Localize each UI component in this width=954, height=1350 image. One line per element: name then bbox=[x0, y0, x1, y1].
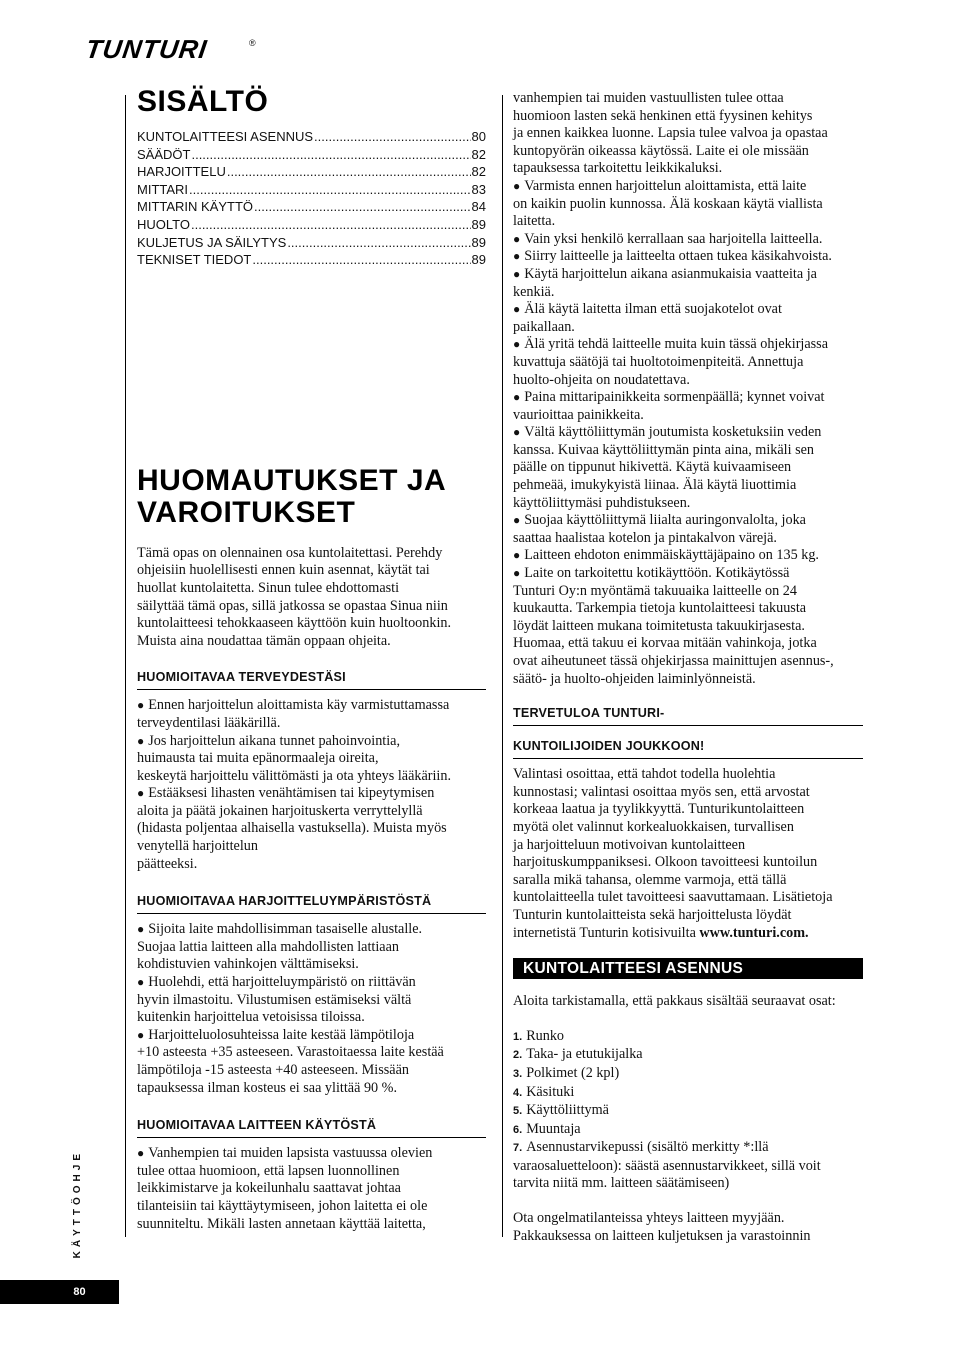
part-number: 3. bbox=[513, 1067, 523, 1080]
warnings-title-line-2: VAROITUKSET bbox=[137, 495, 356, 529]
health-heading: HUOMIOITAVAA TERVEYDESTÄSI bbox=[137, 669, 486, 690]
toc-entry-title: MITTARI bbox=[137, 181, 189, 197]
toc-row bbox=[137, 198, 486, 216]
warnings-title-line-1: HUOMAUTUKSET JA bbox=[137, 463, 447, 497]
assembly-heading: KUNTOLAITTEESI ASENNUS bbox=[513, 958, 863, 979]
text-line: saattaa haalistaa kotelon ja pintakalvon värejä. bbox=[513, 529, 777, 546]
part-item bbox=[513, 1102, 863, 1121]
text-line: ● Harjoitteluolosuhteissa laite kestää lämpötiloja bbox=[137, 1027, 486, 1045]
text-line: pehmeää, imukykyistä liinaa. Älä käytä liuottimia bbox=[513, 477, 797, 494]
part-name: Asennustarvikepussi (sisältö merkitty *:llä bbox=[526, 1139, 769, 1156]
part-name: Käyttöliittymä bbox=[526, 1102, 609, 1119]
text-line: huollat kuntolaitetta. Sinun tulee ehdottomasti bbox=[137, 579, 400, 596]
toc-entry-title: SÄÄDÖT bbox=[137, 146, 191, 162]
text-line: aloita ja päätä jokainen harjoituskerta verryttelyllä bbox=[137, 802, 423, 819]
text-line: ja harjoitteluun motivoivan kuntolaitteen bbox=[513, 836, 746, 853]
page-number-box bbox=[0, 1280, 119, 1304]
text-line: keskeytä harjoittelu välittömästi ja ota yhteys lääkäriin. bbox=[137, 767, 452, 784]
page-number: 80 bbox=[73, 1286, 86, 1298]
parts-list-continued bbox=[513, 1158, 863, 1193]
text-line: ● Vain yksi henkilö kerrallaan saa harjoitella laitteella. bbox=[513, 231, 863, 249]
text-line: ● Suojaa käyttöliittymä liialta auringonvalolta, joka bbox=[513, 512, 863, 530]
text-line: laitetta. bbox=[513, 213, 556, 230]
usage-list-continued bbox=[513, 90, 863, 688]
toc-entry-page: 82 bbox=[471, 164, 486, 180]
text-line: ● Käytä harjoittelun aikana asianmukaisia vaatteita ja bbox=[513, 266, 863, 284]
text-line: huomioon lasten sekä henkinen että fyysinen kehitys bbox=[513, 107, 813, 124]
text-line: Tämä opas on olennainen osa kuntolaitettasi. Perehdy bbox=[137, 544, 443, 561]
warnings-title bbox=[137, 465, 486, 529]
text-line: Ota ongelmatilanteissa yhteys laitteen myyjään. bbox=[513, 1210, 785, 1227]
text-line: terveydentilasi lääkärillä. bbox=[137, 714, 281, 731]
text-line: saralla mikä tahansa, olemme varmoja, että tällä bbox=[513, 871, 787, 888]
part-item bbox=[513, 1065, 863, 1084]
toc-row bbox=[137, 128, 486, 146]
toc-leader bbox=[287, 234, 470, 252]
text-line: kohdistuvien vahinkojen välttämiseksi. bbox=[137, 956, 359, 973]
toc-row bbox=[137, 216, 486, 234]
table-of-contents bbox=[137, 128, 486, 269]
toc-entry-title: TEKNISET TIEDOT bbox=[137, 252, 252, 268]
text-line: ● Siirry laitteelle ja laitteelta ottaen tukea käsikahvoista. bbox=[513, 248, 863, 266]
part-name: Polkimet (2 kpl) bbox=[526, 1064, 620, 1081]
text-line: tulee ottaa huomioon, että lapsen luonnollinen bbox=[137, 1162, 400, 1179]
welcome-paragraph bbox=[513, 766, 863, 924]
text-line: hyvin ilmastoitu. Vilustumisen estämiseksi vältä bbox=[137, 991, 412, 1008]
toc-entry-title: HUOLTO bbox=[137, 216, 190, 232]
text-line: harjoituskumppaniksesi. Olkoon tavoitteesi kuntoilun bbox=[513, 854, 818, 871]
toc-entry-title: MITTARIN KÄYTTÖ bbox=[137, 199, 254, 215]
text-line: tapauksessa tarkoitettu leikkikaluksi. bbox=[513, 160, 723, 177]
part-name: Käsituki bbox=[526, 1083, 575, 1100]
left-column-rule bbox=[125, 95, 126, 1237]
parts-list bbox=[513, 1028, 863, 1158]
toc-entry-page: 89 bbox=[471, 252, 486, 268]
text-line: Valintasi osoittaa, että tahdot todella huolehtia bbox=[513, 766, 776, 783]
part-item bbox=[513, 1139, 863, 1158]
toc-leader bbox=[252, 251, 470, 269]
text-line: tarvita niitä mm. laitteen säätämiseen) bbox=[513, 1175, 730, 1192]
text-line: ● Varmista ennen harjoittelun aloittamista, että laite bbox=[513, 178, 863, 196]
toc-entry-page: 82 bbox=[471, 146, 486, 162]
text-line: Tunturin kuntolaitteista sekä harjoittelusta löydät bbox=[513, 906, 792, 923]
usage-list bbox=[137, 1145, 486, 1233]
text-line: kuitenkin harjoittelua vetoisissa tiloissa. bbox=[137, 1009, 365, 1026]
text-line: Huomaa, että takuu ei korvaa mitään vahinkoja, jotka bbox=[513, 635, 817, 652]
toc-row bbox=[137, 234, 486, 252]
toc-row bbox=[137, 163, 486, 181]
text-line: varaosaluetteloon): säästä asennustarvikkeet, sillä voit bbox=[513, 1157, 821, 1174]
part-item bbox=[513, 1046, 863, 1065]
closing-paragraph bbox=[513, 1210, 863, 1245]
toc-entry-page: 80 bbox=[471, 129, 486, 144]
part-item bbox=[513, 1121, 863, 1140]
part-number: 1. bbox=[513, 1030, 523, 1043]
text-line: ● Jos harjoittelun aikana tunnet pahoinvointia, bbox=[137, 733, 486, 751]
usage-heading: HUOMIOITAVAA LAITTEEN KÄYTÖSTÄ bbox=[137, 1117, 486, 1138]
part-number: 2. bbox=[513, 1049, 523, 1062]
part-name: Muuntaja bbox=[526, 1120, 581, 1137]
text-line: ohjeisiin huolellisesti ennen kuin asennat, käytät tai bbox=[137, 562, 430, 579]
text-line: venytellä harjoittelun bbox=[137, 838, 258, 855]
part-number: 7. bbox=[513, 1142, 523, 1155]
text-line: Tunturi Oy:n myöntämä takuuaika laitteelle on 24 bbox=[513, 582, 797, 599]
toc-entry-title: HARJOITTELU bbox=[137, 164, 226, 180]
side-label: KÄYTTÖOHJE bbox=[72, 1150, 83, 1259]
text-line: tapauksessa ilman kosteus ei saa ylittää 90 %. bbox=[137, 1079, 398, 1096]
toc-entry-title: KUNTOLAITTEESI ASENNUS bbox=[137, 129, 314, 144]
text-line: käyttöliittymäsi puhdistukseen. bbox=[513, 494, 691, 511]
text-line: Suojaa lattia laitteen alla mahdollisten lattiaan bbox=[137, 938, 399, 955]
left-column bbox=[137, 86, 486, 1233]
text-line: ● Älä käytä laitetta ilman että suojakotelot ovat bbox=[513, 301, 863, 319]
text-line: Muista aina noudattaa tämän oppaan ohjeita. bbox=[137, 632, 391, 649]
text-line: ● Huolehdi, että harjoitteluympäristö on riittävän bbox=[137, 974, 486, 992]
toc-leader bbox=[254, 198, 470, 216]
text-line: vaurioittaa painikkeita. bbox=[513, 406, 644, 423]
toc-row bbox=[137, 146, 486, 164]
text-line: (hidasta poljentaa alhaisella vastuksella). Muista myös bbox=[137, 820, 447, 837]
text-line: lämpötiloja -15 asteesta +40 asteeseen. Missään bbox=[137, 1062, 409, 1078]
part-name: Runko bbox=[526, 1027, 565, 1044]
text-line: ovat aiheutuneet tässä ohjekirjassa mainittujen asennus-, bbox=[513, 653, 834, 669]
text-line: korkeaa laatua ja tyylikkyyttä. Tunturikuntolaitteen bbox=[513, 801, 805, 818]
text-line: ● Paina mittaripainikkeita sormenpäällä; kynnet voivat bbox=[513, 389, 863, 407]
text-line: paikallaan. bbox=[513, 318, 575, 335]
toc-row bbox=[137, 251, 486, 269]
text-line: kuntolaitteesi tehokkaaseen käyttöön kuin huoltoonkin. bbox=[137, 615, 452, 632]
intro-paragraph bbox=[137, 545, 486, 651]
text-line: Pakkauksessa on laitteen kuljetuksen ja varastoinnin bbox=[513, 1227, 811, 1244]
text-line: kuntopyörän oikeassa käytössä. Laite ei ole missään bbox=[513, 142, 809, 159]
welcome-heading-2: KUNTOILIJOIDEN JOUKKOON! bbox=[513, 738, 863, 759]
text-line: säilyttää tämä opas, sillä jatkossa se opastaa Sinua niin bbox=[137, 597, 448, 614]
toc-leader bbox=[191, 216, 471, 234]
text-line: ● Vanhempien tai muiden lapsista vastuussa olevien bbox=[137, 1145, 486, 1163]
assembly-intro: Aloita tarkistamalla, että pakkaus sisältää seuraavat osat: bbox=[513, 993, 836, 1010]
part-number: 6. bbox=[513, 1123, 523, 1136]
text-line: ● Sijoita laite mahdollisimman tasaiselle alustalle. bbox=[137, 921, 486, 939]
text-line: +10 asteesta +35 asteeseen. Varastoitaessa laite kestää bbox=[137, 1044, 444, 1061]
part-number: 4. bbox=[513, 1086, 523, 1099]
right-column bbox=[513, 90, 863, 1245]
text-line: tilanteisiin tai käyttäytymiseen, johon laitetta ei ole bbox=[137, 1197, 428, 1214]
part-name: Taka- ja etutukijalka bbox=[526, 1046, 643, 1063]
welcome-last-line bbox=[513, 925, 863, 943]
text-line: kenkiä. bbox=[513, 283, 555, 300]
text-line: on kaikin puolin kunnossa. Älä koskaan käytä viallista bbox=[513, 195, 823, 212]
text-line: ● Laite on tarkoitettu kotikäyttöön. Kotikäytössä bbox=[513, 565, 863, 583]
text-line: kanssa. Kuivaa käyttöliittymän pinta aina, mikäli sen bbox=[513, 441, 815, 458]
brand-logo: TUNTURI bbox=[83, 34, 210, 64]
text-line: huolto-ohjeita on noudatettava. bbox=[513, 371, 690, 388]
text-line: ja ennen kaikkea luonne. Lapsia tulee valvoa ja opastaa bbox=[513, 125, 828, 142]
health-list bbox=[137, 697, 486, 873]
text-line: ● Estääksesi lihasten venähtämisen tai kipeytymisen bbox=[137, 785, 486, 803]
text-line: kunnostasi; valintasi osoittaa myös sen, että arvostat bbox=[513, 783, 810, 800]
registered-mark: ® bbox=[249, 38, 256, 48]
part-item bbox=[513, 1028, 863, 1047]
text-line: myötä olet valinnut korkealuokkaisen, turvallisen bbox=[513, 818, 794, 835]
text-line: kuntolaitteella tulet tavoitteesi saavuttamaan. Lisätietoja bbox=[513, 889, 833, 906]
toc-entry-title: KULJETUS JA SÄILYTYS bbox=[137, 234, 287, 250]
welcome-last-text: internetistä Tunturin kotisivuilta bbox=[513, 924, 700, 941]
text-line: kuvattuja säätöjä tai huoltotoimenpiteitä. Annettuja bbox=[513, 353, 804, 370]
welcome-heading-1: TERVETULOA TUNTURI- bbox=[513, 705, 863, 726]
text-line: löydät laitteen mukana toimitetusta takuukirjasesta. bbox=[513, 617, 805, 634]
text-line: ● Ennen harjoittelun aloittamista käy varmistuttamassa bbox=[137, 697, 486, 715]
text-line: vanhempien tai muiden vastuullisten tulee ottaa bbox=[513, 90, 784, 106]
text-line: ● Älä yritä tehdä laitteelle muita kuin tässä ohjekirjassa bbox=[513, 336, 863, 354]
environment-heading: HUOMIOITAVAA HARJOITTELUYMPÄRISTÖSTÄ bbox=[137, 893, 486, 914]
part-item bbox=[513, 1084, 863, 1103]
text-line: kuukautta. Tarkempia tietoja kuntolaitteesi takuusta bbox=[513, 600, 807, 617]
toc-entry-page: 83 bbox=[471, 181, 486, 197]
toc-leader bbox=[227, 163, 471, 181]
text-line: huimausta tai muita epänormaaleja oireita, bbox=[137, 750, 379, 767]
text-line: päätteeksi. bbox=[137, 855, 198, 872]
text-line: leikkimistarve ja kokeilunhalu saattavat johtaa bbox=[137, 1180, 401, 1197]
center-column-rule bbox=[502, 95, 503, 1237]
part-number: 5. bbox=[513, 1105, 523, 1118]
toc-entry-page: 89 bbox=[471, 216, 486, 232]
toc-leader bbox=[191, 146, 470, 164]
toc-entry-page: 89 bbox=[471, 234, 486, 250]
toc-row bbox=[137, 181, 486, 199]
text-line: ● Laitteen ehdoton enimmäiskäyttäjäpaino on 135 kg. bbox=[513, 547, 863, 565]
text-line: päälle on tippunut hikivettä. Käytä kuivaamiseen bbox=[513, 459, 792, 476]
toc-leader bbox=[314, 128, 471, 146]
website-link[interactable]: www.tunturi.com. bbox=[699, 924, 809, 941]
text-line: säätö- ja huolto-ohjeiden laiminlyönneistä. bbox=[513, 670, 756, 687]
text-line: ● Vältä käyttöliittymän joutumista kosketuksiin veden bbox=[513, 424, 863, 442]
toc-title: SISÄLTÖ bbox=[137, 85, 269, 118]
toc-entry-page: 84 bbox=[471, 199, 486, 215]
toc-leader bbox=[189, 181, 471, 199]
text-line: suunniteltu. Mikäli lasten annetaan käyttää laitetta, bbox=[137, 1215, 426, 1232]
environment-list bbox=[137, 921, 486, 1097]
